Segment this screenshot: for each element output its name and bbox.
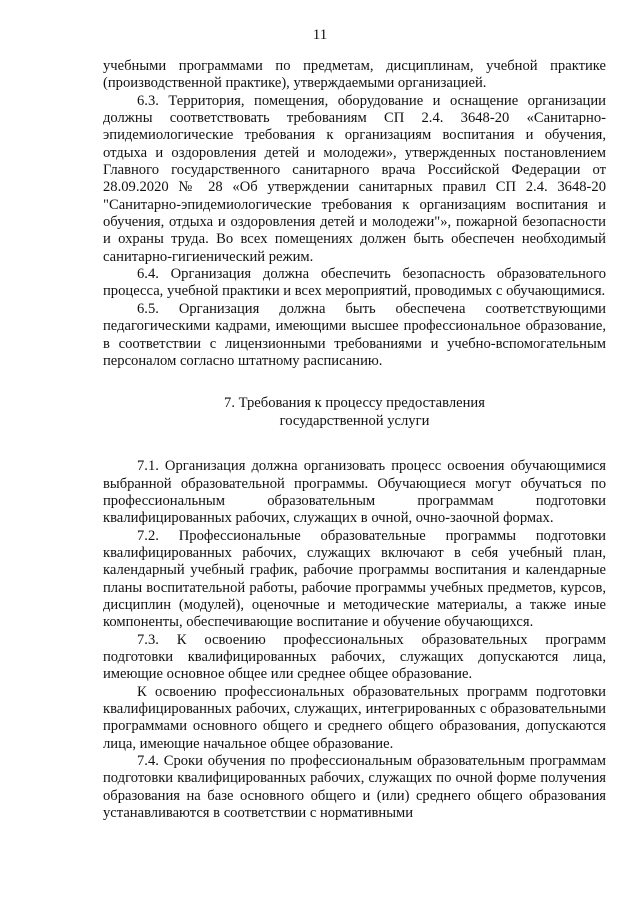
paragraph-7-3-second: К освоению профессиональных образовательных программ подготовки квалифицированных рабочих, служащих, интегрированных с образовательными программами основного общего и среднего общего образования, допускаются лица, имеющие начальное общее образование. (103, 683, 606, 752)
section-7-heading (103, 394, 606, 430)
paragraph-7-3: 7.3. К освоению профессиональных образовательных программ подготовки квалифицированных рабочих, служащих допускаются лица, имеющие основное общее или среднее общее образование. (103, 631, 606, 683)
page-number: 11 (312, 27, 328, 43)
paragraph-6-5: 6.5. Организация должна быть обеспечена соответствующими педагогическими кадрами, имеющими высшее профессиональное образование, в соответствии с лицензионными требованиями и учебно-вспомогательным персоналом согласно штатному расписанию. (103, 300, 606, 369)
paragraph-7-4: 7.4. Сроки обучения по профессиональным образовательным программам подготовки квалифицированных рабочих, служащих по очной форме получения образования на базе основного общего и (или) среднего общего образования устанавливаются в соответствии с нормативными (103, 753, 606, 822)
section-7-heading-line-2: государственной услуги (279, 413, 430, 430)
document-body (103, 58, 606, 822)
paragraph-6-4: 6.4. Организация должна обеспечить безопасность образовательного процесса, учебной практики и всех мероприятий, проводимых с обучающимися. (103, 266, 606, 300)
paragraph-6-2-continuation: учебными программами по предметам, дисциплинам, учебной практике (производственной практике), утверждаемыми организацией. (103, 58, 606, 92)
paragraph-7-2: 7.2. Профессиональные образовательные программы подготовки квалифицированных рабочих, служащих включают в себя учебный план, календарный учебный график, рабочие программы воспитания и календарные планы воспитательной работы, рабочие программы учебных предметов, курсов, дисциплин (модулей), оценочные и методические материалы, а также иные компоненты, обеспечивающие воспитание и обучение обучающихся. (103, 527, 606, 631)
section-7-heading-line-1: 7. Требования к процессу предоставления (224, 395, 485, 412)
paragraph-7-1: 7.1. Организация должна организовать процесс освоения обучающимися выбранной образовательной программы. Обучающиеся могут обучаться по профессиональным образовательным программам подготовки квалифицированных рабочих, служащих в очной, очно-заочной формах. (103, 458, 606, 527)
paragraph-6-3: 6.3. Территория, помещения, оборудование и оснащение организации должны соответствовать требованиям СП 2.4. 3648-20 «Санитарно-эпидемиологические требования к организациям воспитания и обучения, отдыха и оздоровления детей и молодежи», утвержденных постановлением Главного государственного санитарного врача Российской Федерации от 28.09.2020 № 28 «Об утверждении санитарных правил СП 2.4. 3648-20 "Санитарно-эпидемиологические требования к организациям воспитания и обучения, отдыха и оздоровления детей и молодежи"», пожарной безопасности и охраны труда. Во всех помещениях должен быть обеспечен необходимый санитарно-гигиенический режим. (103, 92, 606, 265)
